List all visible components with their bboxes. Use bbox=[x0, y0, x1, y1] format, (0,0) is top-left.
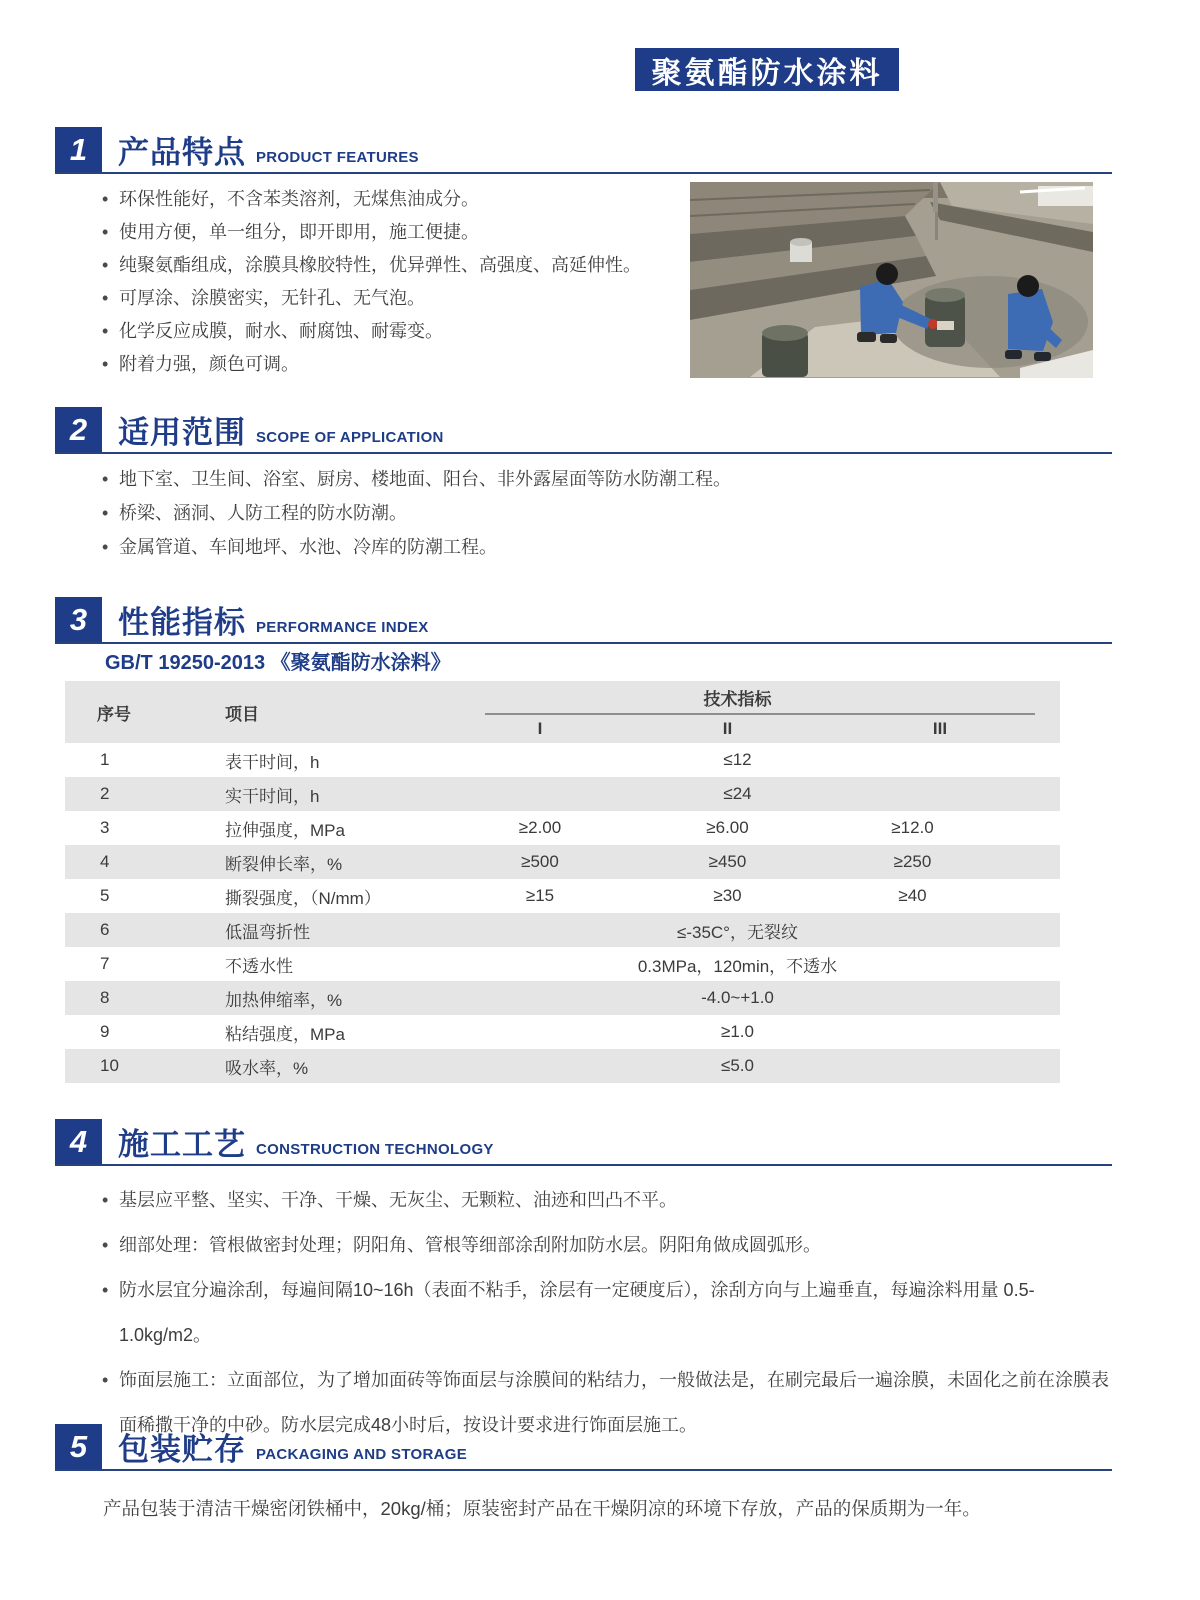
section4-subtitle: CONSTRUCTION TECHNOLOGY bbox=[256, 1141, 494, 1158]
list-item: • 防水层宜分遍涂刮，每遍间隔10~16h（表面不粘手，涂层有一定硬度后），涂刮方向与上遍垂直，每遍涂料用量 0.5-1.0kg/m2。 bbox=[100, 1268, 1122, 1358]
column-header-grade2: II bbox=[722, 719, 733, 738]
list-item: • 可厚涂、涂膜密实，无针孔、无气泡。 bbox=[100, 282, 700, 315]
list-item: • 基层应平整、坚实、干净、干燥、无灰尘、无颗粒、油迹和凹凸不平。 bbox=[100, 1178, 1122, 1223]
list-item: • 纯聚氨酯组成，涂膜具橡胶特性，优异弹性、高强度、高延伸性。 bbox=[100, 249, 700, 282]
section1-subtitle: PRODUCT FEATURES bbox=[256, 149, 419, 166]
section1-header bbox=[55, 124, 1112, 174]
standard-reference: GB/T 19250-2013 《聚氨酯防水涂料》 bbox=[105, 652, 451, 674]
section1-bullet-list bbox=[100, 183, 700, 381]
section4-header bbox=[55, 1116, 1112, 1166]
product-photo bbox=[690, 182, 1093, 378]
table-row: 9 粘结强度，MPa ≥1.0 bbox=[100, 1022, 754, 1044]
list-item: • 细部处理：管根做密封处理；阴阳角、管根等细部涂刮附加防水层。阴阳角做成圆弧形。 bbox=[100, 1223, 1122, 1268]
table-row: 5 撕裂强度，（N/mm） ≥15 ≥30 ≥40 bbox=[100, 886, 927, 908]
table-row: 8 加热伸缩率，% -4.0~+1.0 bbox=[65, 981, 1060, 1015]
photo-illustration bbox=[690, 182, 1093, 378]
section4-number-badge: 4 bbox=[55, 1119, 102, 1164]
product-title-banner bbox=[635, 48, 899, 91]
list-item: • 饰面层施工：立面部位，为了增加面砖等饰面层与涂膜间的粘结力，一般做法是，在刷完最后一遍涂膜，未固化之前在涂膜表面稀撒干净的中砂。防水层完成48小时后，按设计要求进行饰面层施工。 bbox=[100, 1358, 1122, 1448]
section5-number-badge: 5 bbox=[55, 1424, 102, 1469]
column-header-index: 序号 bbox=[97, 704, 131, 724]
section3-header bbox=[55, 594, 1112, 644]
table-row: 7 不透水性 0.3MPa，120min，不透水 bbox=[100, 954, 838, 976]
section5-title: 包装贮存 bbox=[118, 1432, 246, 1467]
section5-header bbox=[55, 1421, 1112, 1471]
table-row: 2 实干时间，h ≤24 bbox=[65, 777, 1060, 811]
list-item: • 桥梁、涵洞、人防工程的防水防潮。 bbox=[100, 496, 1100, 530]
list-item: • 金属管道、车间地坪、水池、冷库的防潮工程。 bbox=[100, 530, 1100, 564]
table-row: 6 低温弯折性 ≤-35C°，无裂纹 bbox=[65, 913, 1060, 947]
section3-subtitle: PERFORMANCE INDEX bbox=[256, 619, 429, 636]
section2-bullet-list bbox=[100, 462, 1100, 564]
list-item: • 地下室、卫生间、浴室、厨房、楼地面、阳台、非外露屋面等防水防潮工程。 bbox=[100, 462, 1100, 496]
section2-title: 适用范围 bbox=[118, 415, 246, 450]
table-row: 10 吸水率，% ≤5.0 bbox=[65, 1049, 1060, 1083]
list-item: • 附着力强，颜色可调。 bbox=[100, 348, 700, 381]
section3-number-badge: 3 bbox=[55, 597, 102, 642]
section2-number-badge: 2 bbox=[55, 407, 102, 452]
column-header-grade3: III bbox=[932, 719, 948, 738]
column-header-item: 项目 bbox=[225, 704, 259, 724]
section4-bullet-list bbox=[100, 1178, 1122, 1448]
column-header-grade1: I bbox=[537, 719, 543, 738]
section2-subtitle: SCOPE OF APPLICATION bbox=[256, 429, 444, 446]
section3-title: 性能指标 bbox=[118, 605, 246, 640]
section2-header bbox=[55, 404, 1112, 454]
list-item: • 化学反应成膜，耐水、耐腐蚀、耐霉变。 bbox=[100, 315, 700, 348]
list-item: • 环保性能好，不含苯类溶剂，无煤焦油成分。 bbox=[100, 183, 700, 216]
table-header bbox=[65, 681, 1060, 743]
product-title: 聚氨酯防水涂料 bbox=[651, 56, 883, 90]
table-row: 1 表干时间，h ≤12 bbox=[100, 750, 752, 772]
table-row: 4 断裂伸长率，% ≥500 ≥450 ≥250 bbox=[65, 845, 1060, 879]
packaging-text: 产品包装于清洁干燥密闭铁桶中，20kg/桶；原装密封产品在干燥阴凉的环境下存放，产品的保质期为一年。 bbox=[103, 1498, 981, 1519]
section5-subtitle: PACKAGING AND STORAGE bbox=[256, 1446, 468, 1463]
table-row: 3 拉伸强度，MPa ≥2.00 ≥6.00 ≥12.0 bbox=[100, 818, 934, 840]
performance-table bbox=[65, 681, 1060, 1083]
section4-title: 施工工艺 bbox=[118, 1127, 246, 1162]
section1-title: 产品特点 bbox=[118, 135, 246, 170]
section1-number-badge: 1 bbox=[55, 127, 102, 172]
column-header-tech: 技术指标 bbox=[445, 681, 1060, 715]
list-item: • 使用方便，单一组分，即开即用，施工便捷。 bbox=[100, 216, 700, 249]
